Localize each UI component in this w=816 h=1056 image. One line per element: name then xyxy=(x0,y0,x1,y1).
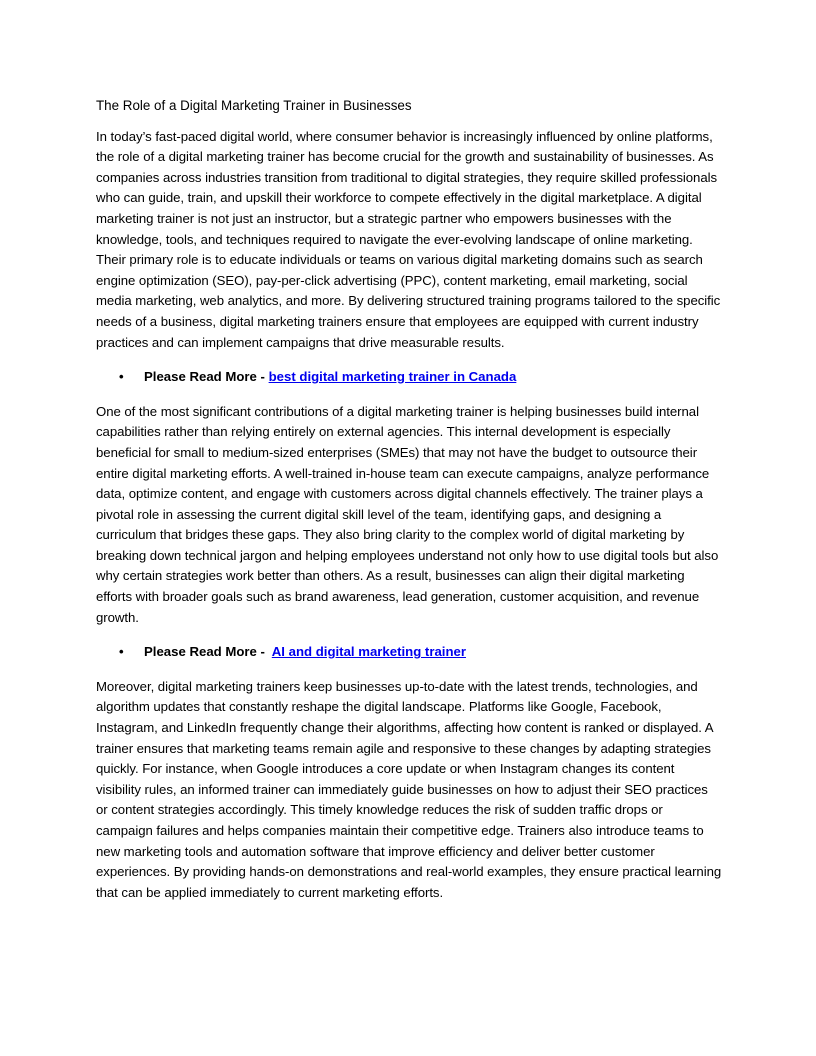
document-page xyxy=(96,96,722,917)
read-more-prefix: Please Read More - xyxy=(144,644,272,660)
bullet-icon: • xyxy=(119,644,124,660)
paragraph-trends: Moreover, digital marketing trainers keep businesses up-to-date with the latest trends, technologies, and algorithm updates that constantly reshape the digital landscape. Platforms like Google, Facebook, Instagram, and LinkedIn frequently change their algorithms, affecting how content is ranked or displayed. A trainer ensures that marketing teams remain agile and responsive to these changes by adapting strategies quickly. For instance, when Google introduces a core update or when Instagram changes its content visibility rules, an informed trainer can immediately guide businesses on how to adjust their SEO practices or content strategies accordingly. This timely knowledge reduces the risk of sudden traffic drops or campaign failures and helps companies maintain their competitive edge. Trainers also introduce teams to new marketing tools and automation software that improve efficiency and deliver better customer experiences. By providing hands-on demonstrations and real-world examples, they ensure practical learning that can be applied immediately to current marketing efforts. xyxy=(96,678,722,900)
read-more-item-1 xyxy=(96,367,722,388)
link-ai-digital-marketing-trainer[interactable]: AI and digital marketing trainer xyxy=(271,644,466,660)
link-best-digital-marketing-trainer-canada[interactable]: best digital marketing trainer in Canada xyxy=(268,369,517,385)
read-more-item-2 xyxy=(96,642,722,663)
document-title: The Role of a Digital Marketing Trainer in Businesses xyxy=(96,98,412,113)
paragraph-intro: In today’s fast-paced digital world, where consumer behavior is increasingly influenced by online platforms, the role of a digital marketing trainer has become crucial for the growth and sustainability of businesses. As companies across industries transition from traditional to digital strategies, they require skilled professionals who can guide, train, and upskill their workforce to compete effectively in the digital marketplace. A digital marketing trainer is not just an instructor, but a strategic partner who empowers businesses with the knowledge, tools, and techniques required to navigate the ever-evolving landscape of online marketing. Their primary role is to educate individuals or teams on various digital marketing domains such as search engine optimization (SEO), pay-per-click advertising (PPC), content marketing, email marketing, social media marketing, web analytics, and more. By delivering structured training programs tailored to the specific needs of a business, digital marketing trainers ensure that employees are equipped with current industry practices and can implement campaigns that drive measurable results. xyxy=(96,128,721,350)
paragraph-internal-capabilities: One of the most significant contributions of a digital marketing trainer is helping businesses build internal capabilities rather than relying entirely on external agencies. This internal development is especially beneficial for small to medium-sized enterprises (SMEs) that may not have the budget to outsource their entire digital marketing efforts. A well-trained in-house team can execute campaigns, analyze performance data, optimize content, and engage with customers across digital channels effectively. The trainer plays a pivotal role in assessing the current digital skill level of the team, identifying gaps, and designing a curriculum that bridges these gaps. They also bring clarity to the complex world of digital marketing by breaking down technical jargon and helping employees understand not only how to use digital tools but also why certain strategies work better than others. As a result, businesses can align their digital marketing efforts with broader goals such as brand awareness, lead generation, customer acquisition, and revenue growth. xyxy=(96,403,719,625)
read-more-prefix: Please Read More - xyxy=(144,369,269,385)
bullet-icon: • xyxy=(119,369,124,385)
